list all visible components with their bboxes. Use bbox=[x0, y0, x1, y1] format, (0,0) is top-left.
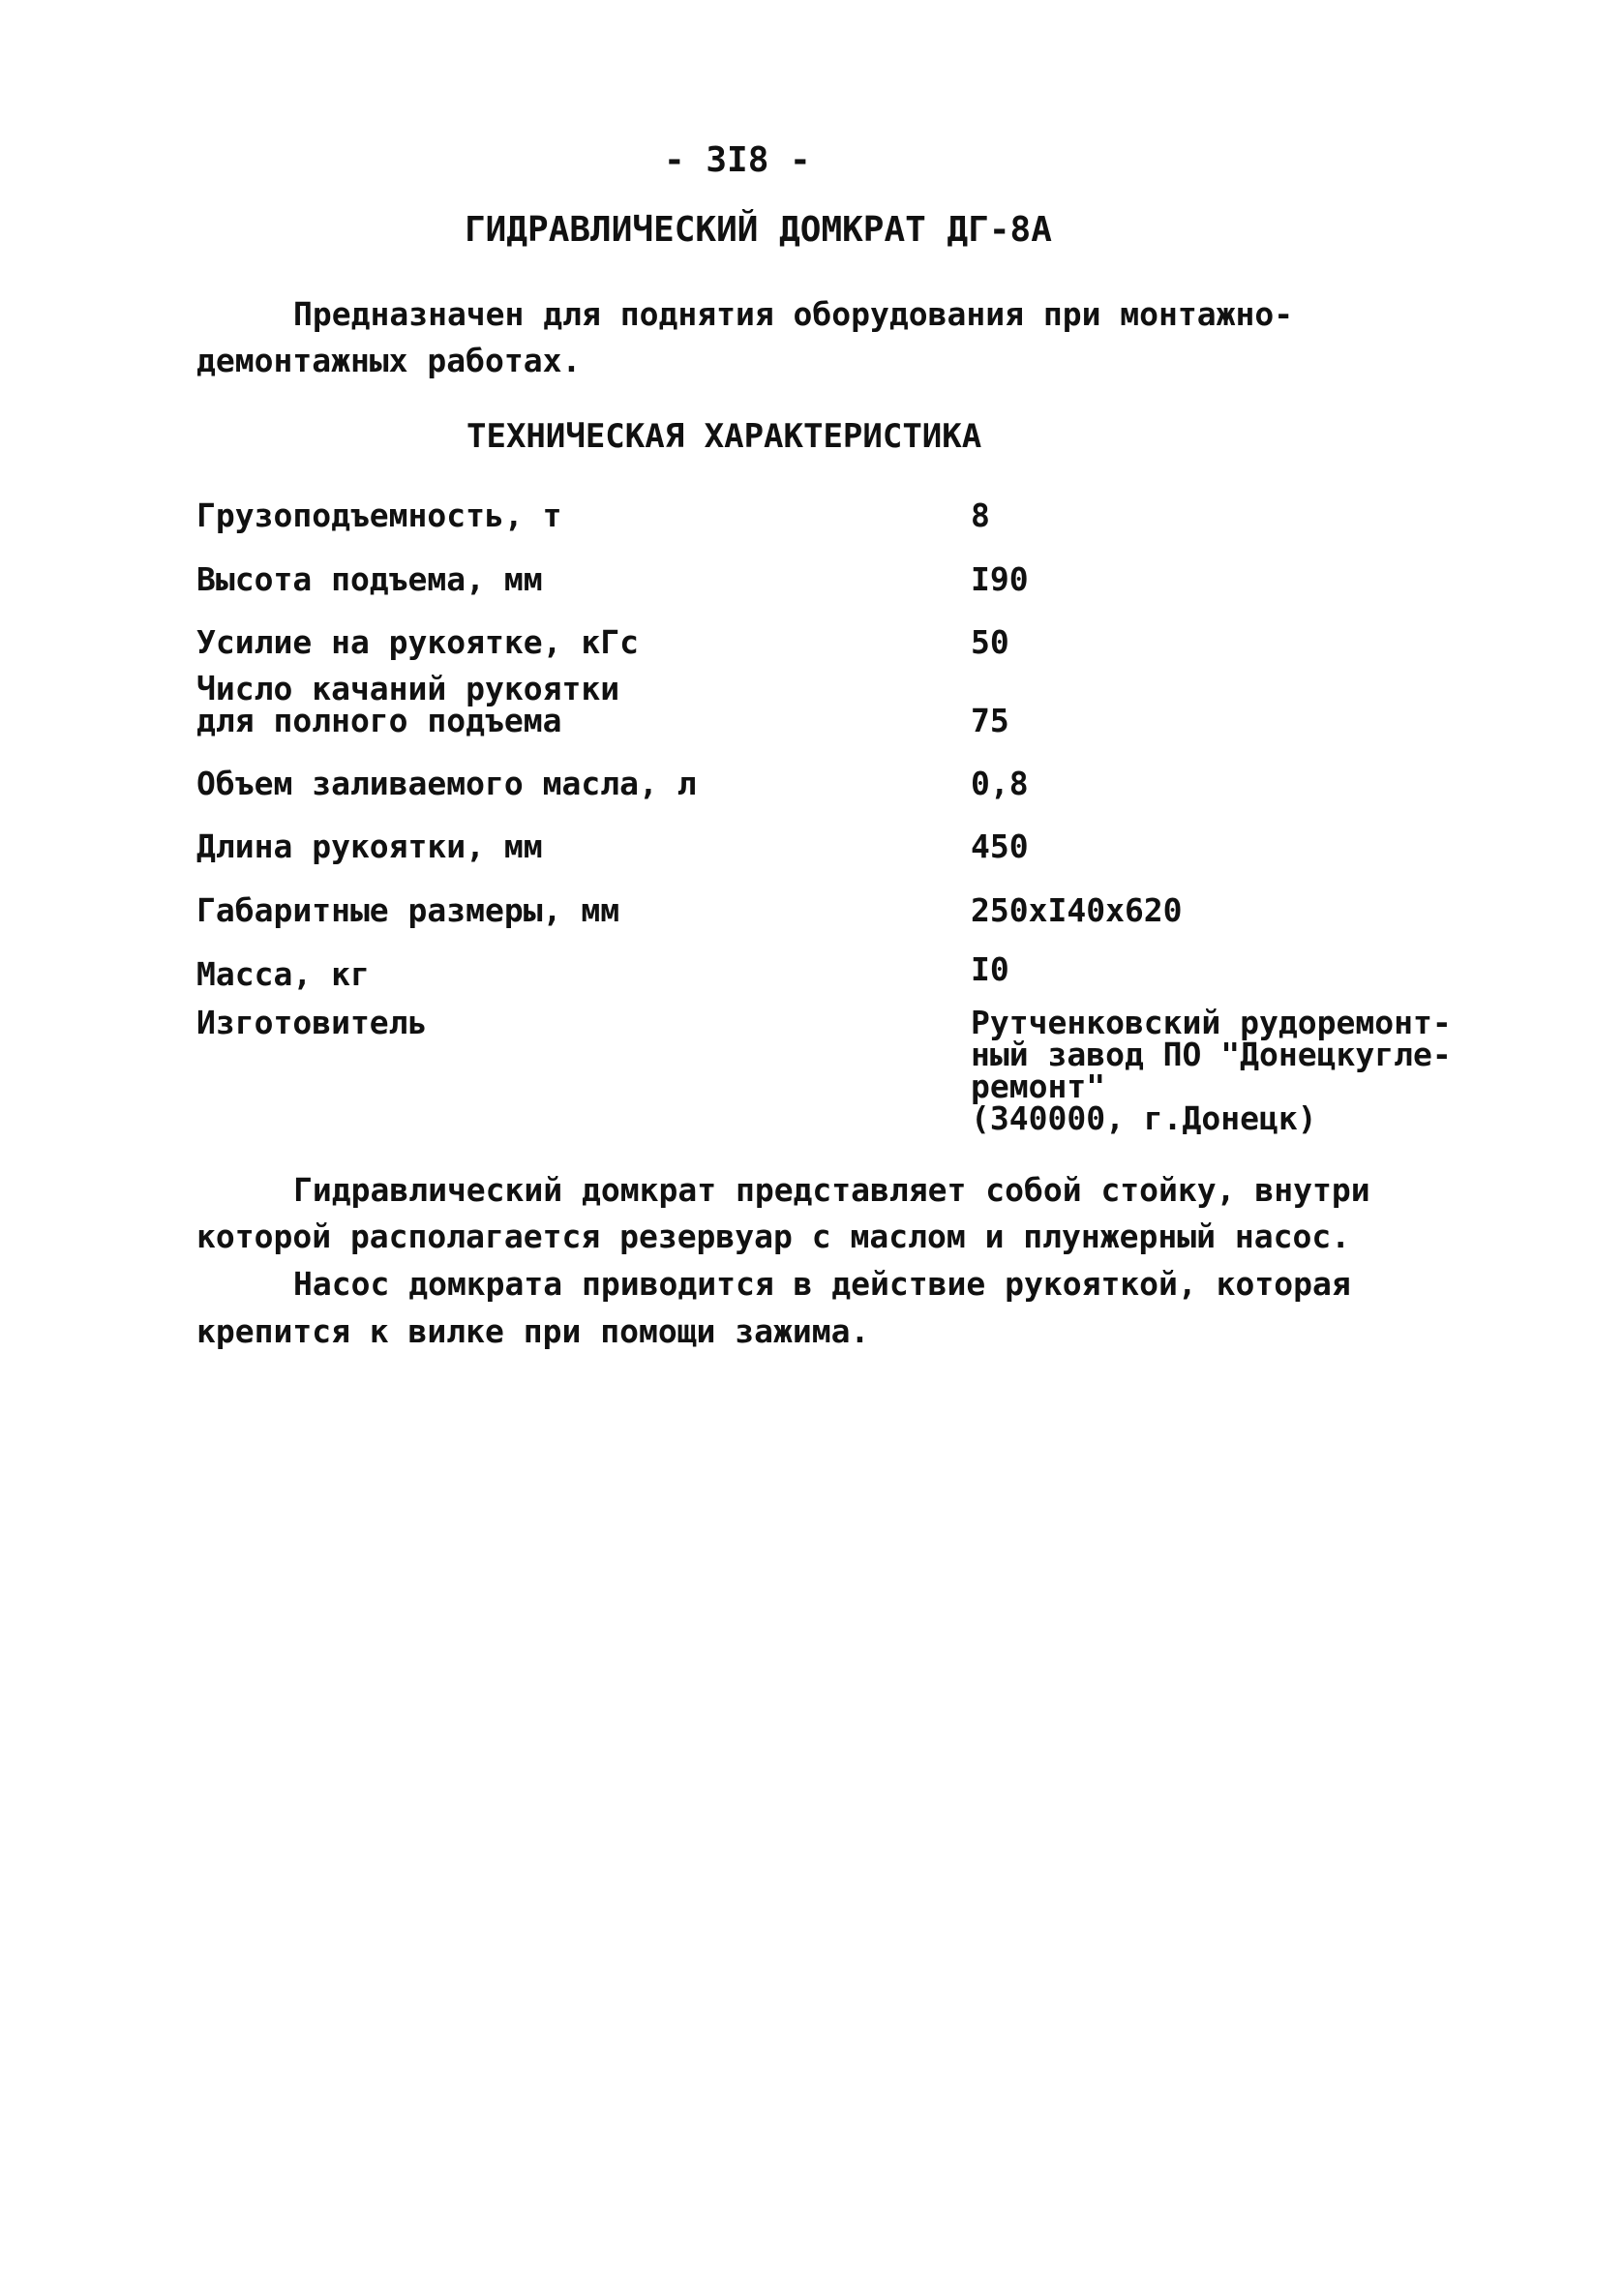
manufacturer-line-2: ный завод ПО "Донецкугле- bbox=[971, 1036, 1452, 1073]
spec-label-strokes-line1: Число качаний рукоятки bbox=[196, 670, 620, 707]
intro-line-1: Предназначен для поднятия оборудования при монтажно- bbox=[293, 295, 1294, 333]
spec-label-strokes-line2: для полного подъема bbox=[196, 702, 562, 739]
spec-label-oil-volume: Объем заливаемого масла, л bbox=[196, 765, 697, 802]
intro-line-2: демонтажных работах. bbox=[196, 342, 582, 379]
spec-label-manufacturer: Изготовитель bbox=[196, 1004, 428, 1041]
spec-label-lift-height: Высота подъема, мм bbox=[196, 560, 543, 598]
spec-label-dimensions: Габаритные размеры, мм bbox=[196, 891, 620, 929]
spec-value-manufacturer bbox=[971, 1004, 1452, 1137]
document-title: ГИДРАВЛИЧЕСКИЙ ДОМКРАТ ДГ-8А bbox=[465, 210, 1052, 250]
spec-label-capacity: Грузоподъемность, т bbox=[196, 496, 562, 534]
spec-value-strokes: 75 bbox=[971, 702, 1009, 739]
spec-value-capacity: 8 bbox=[971, 496, 990, 534]
spec-value-dimensions: 250хI40х620 bbox=[971, 891, 1183, 929]
spec-value-handle-force: 50 bbox=[971, 623, 1009, 661]
spec-value-mass: I0 bbox=[971, 950, 1009, 988]
page-number: - 3I8 - bbox=[664, 140, 811, 180]
manufacturer-line-3: ремонт" bbox=[971, 1067, 1106, 1105]
spec-value-oil-volume: 0,8 bbox=[971, 765, 1029, 802]
spec-label-mass: Масса, кг bbox=[196, 955, 370, 993]
spec-label-handle-force: Усилие на рукоятке, кГс bbox=[196, 623, 639, 661]
description-line-2: которой располагается резервуар с маслом и плунжерный насос. bbox=[196, 1218, 1351, 1255]
spec-label-handle-length: Длина рукоятки, мм bbox=[196, 827, 543, 865]
description-line-3: Насос домкрата приводится в действие рукояткой, которая bbox=[293, 1265, 1351, 1303]
description-line-1: Гидравлический домкрат представляет собой стойку, внутри bbox=[293, 1171, 1370, 1209]
manufacturer-line-1: Рутченковский рудоремонт- bbox=[971, 1004, 1452, 1041]
section-title: ТЕХНИЧЕСКАЯ ХАРАКТЕРИСТИКА bbox=[466, 417, 982, 456]
spec-value-handle-length: 450 bbox=[971, 827, 1029, 865]
description-line-4: крепится к вилке при помощи зажима. bbox=[196, 1312, 870, 1350]
spec-value-lift-height: I90 bbox=[971, 560, 1029, 598]
manufacturer-line-4: (340000, г.Донецк) bbox=[971, 1099, 1317, 1137]
